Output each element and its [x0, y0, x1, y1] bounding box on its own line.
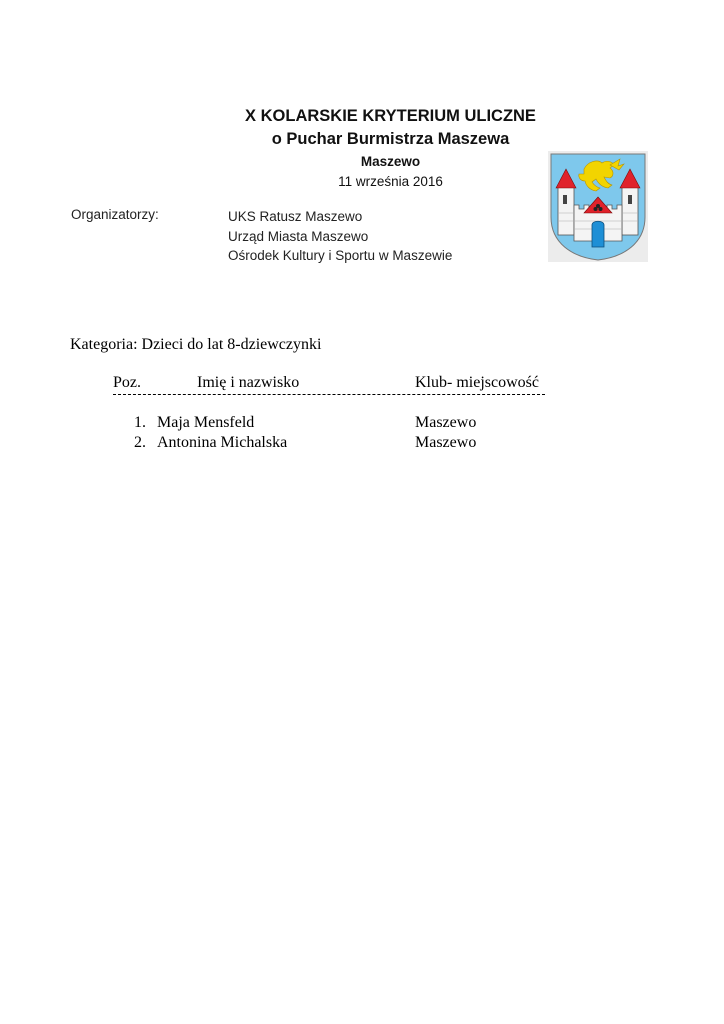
column-header-club: Klub- miejscowość: [415, 374, 539, 391]
event-subtitle: o Puchar Burmistrza Maszewa: [271, 130, 510, 148]
dashed-separator: [113, 394, 545, 397]
results-category: Kategoria: Dzieci do lat 8-dziewczynki: [70, 336, 322, 353]
result-name: Maja Mensfeld: [157, 414, 255, 431]
organizer-item: UKS Ratusz Maszewo: [228, 209, 363, 224]
column-header-position: Poz.: [113, 374, 141, 391]
event-city: Maszewo: [360, 154, 421, 169]
result-position: 1.: [134, 414, 146, 431]
result-row: [113, 434, 573, 454]
organizers-label: Organizatorzy:: [71, 207, 159, 222]
results-header: [113, 374, 573, 394]
column-header-name: Imię i nazwisko: [197, 374, 300, 391]
organizer-item: Ośrodek Kultury i Sportu w Maszewie: [228, 248, 453, 263]
coat-of-arms-icon: [548, 151, 648, 262]
result-club: Maszewo: [415, 434, 477, 451]
result-club: Maszewo: [415, 414, 477, 431]
result-name: Antonina Michalska: [157, 434, 288, 451]
event-title: X KOLARSKIE KRYTERIUM ULICZNE: [245, 107, 536, 125]
event-date: 11 września 2016: [338, 174, 443, 189]
result-position: 2.: [134, 434, 146, 451]
organizers-list: [228, 207, 452, 266]
organizer-item: Urząd Miasta Maszewo: [228, 228, 369, 244]
result-row: [113, 414, 573, 434]
